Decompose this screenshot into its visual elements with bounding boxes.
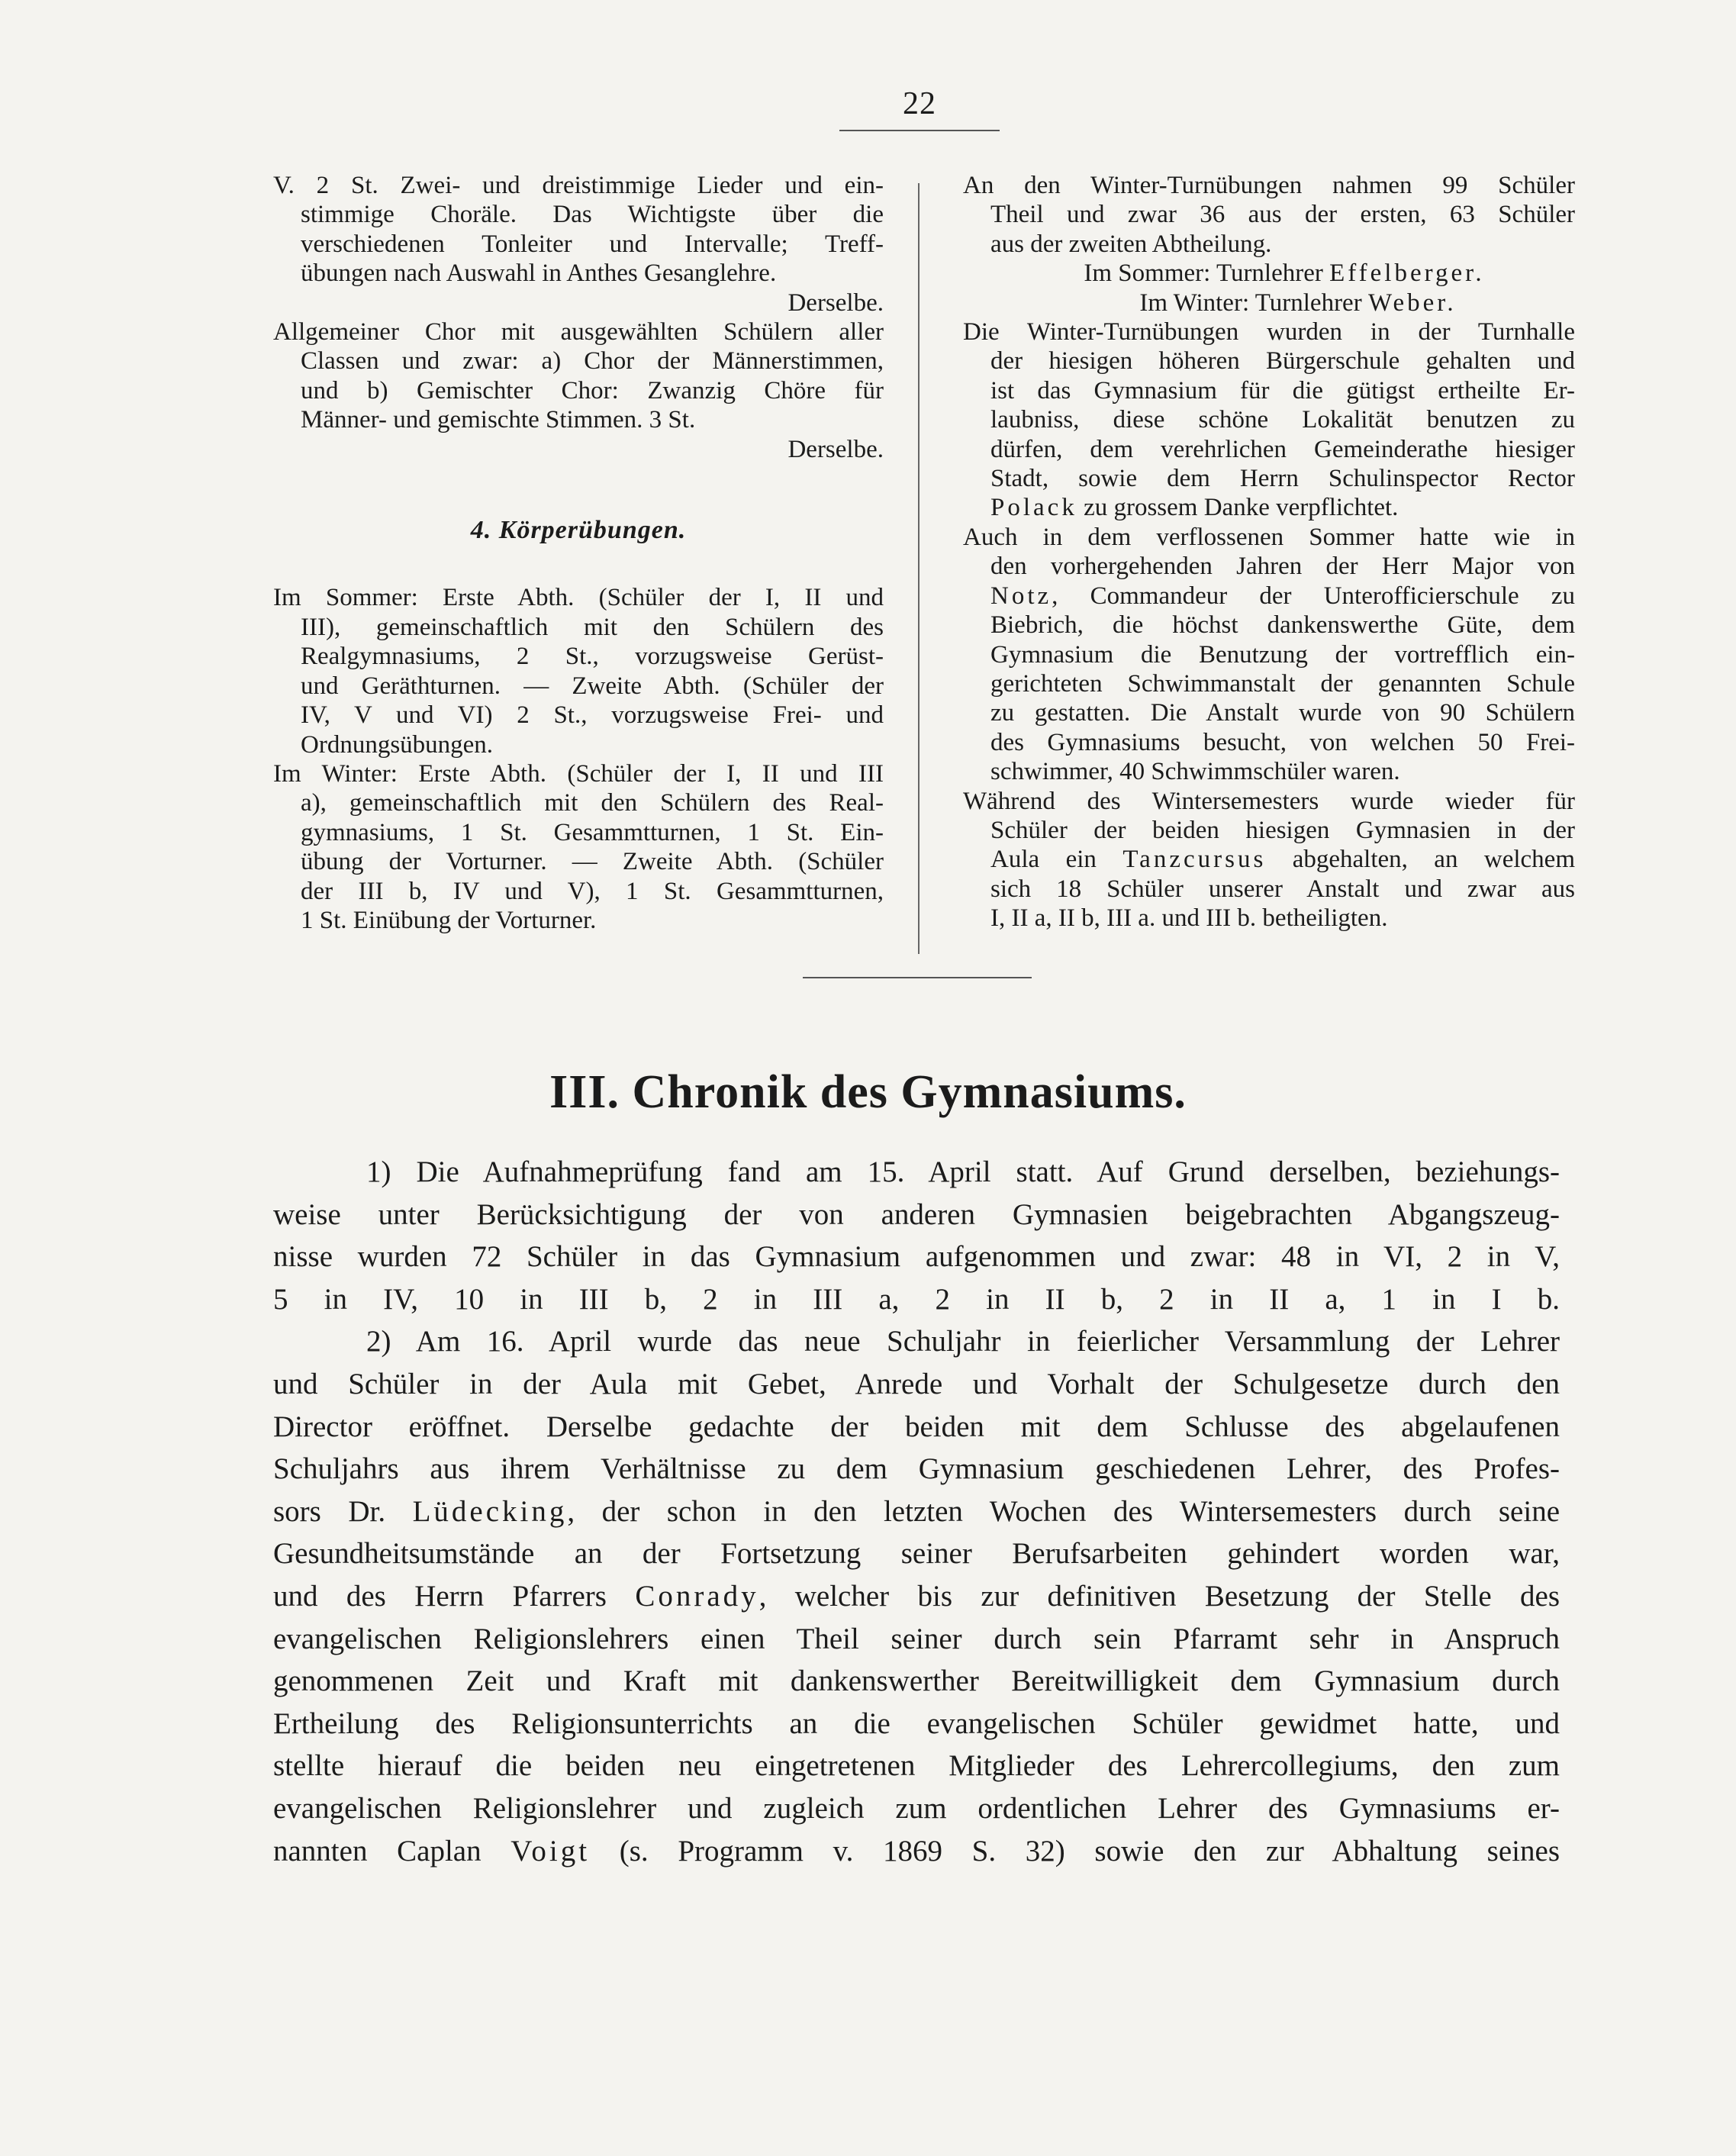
text-line bbox=[273, 1491, 1560, 1533]
text-line: nisse wurden 72 Schüler in das Gymnasium aufgenommen und zwar: 48 in VI, 2 in V, bbox=[273, 1240, 1560, 1274]
text-line: I, II a, II b, III a. und III b. betheiligten. bbox=[990, 904, 1388, 933]
choir-paragraph bbox=[273, 317, 884, 464]
text-line: a), gemeinschaftlich mit den Schülern des Real- bbox=[301, 789, 884, 817]
text-line: IV, V und VI) 2 St., vorzugsweise Frei- und bbox=[301, 701, 884, 730]
text-line: Gymnasium die Benutzung der vortrefflich ein- bbox=[990, 640, 1575, 669]
text-line: und b) Gemischter Chor: Zwanzig Chöre für bbox=[301, 376, 884, 404]
dance-course-paragraph bbox=[963, 787, 1575, 933]
text-line: laubniss, diese schöne Lokalität benutzen zu bbox=[990, 406, 1575, 434]
person-name: Lüdecking bbox=[412, 1494, 568, 1528]
text-line: Biebrich, die höchst dankenswerthe Güte, dem bbox=[990, 611, 1575, 640]
text-line: 1 St. Einübung der Vorturner. bbox=[301, 906, 597, 934]
text-fragment: (s. Programm v. 1869 S. 32) sowie den zur Abhaltung seines bbox=[590, 1834, 1560, 1868]
text-line: Gesundheitsumstände an der Fortsetzung seiner Berufsarbeiten gehindert worden war, bbox=[273, 1537, 1560, 1571]
chronicle-body bbox=[273, 1151, 1560, 1872]
text-line: Im Sommer: Erste Abth. (Schüler der I, II und bbox=[273, 584, 884, 612]
text-line: Schuljahrs aus ihrem Verhältnisse zu dem Gymnasium geschiedenen Lehrer, des Profes- bbox=[273, 1452, 1560, 1486]
text-line: Classen und zwar: a) Chor der Männerstimmen, bbox=[301, 347, 884, 375]
text-line: übung der Vorturner. — Zweite Abth. (Schüler bbox=[301, 848, 884, 876]
text-line: der hiesigen höheren Bürgerschule gehalten und bbox=[990, 347, 1575, 375]
text-fragment: abgehalten, an welchem bbox=[1266, 846, 1575, 874]
text-line: Männer- und gemischte Stimmen. 3 St. bbox=[301, 406, 696, 434]
text-fragment: Aula ein bbox=[990, 846, 1123, 874]
emphasized-term: Tanzcursus bbox=[1122, 846, 1267, 874]
text-line: genommenen Zeit und Kraft mit dankenswerther Bereitwilligkeit dem Gymnasium durch bbox=[273, 1665, 1560, 1698]
text-line: Die Winter-Turnübungen wurden in der Turnhalle bbox=[963, 318, 1575, 346]
label-text: Im Sommer: Turnlehrer bbox=[1084, 259, 1330, 288]
participants-paragraph bbox=[963, 171, 1575, 317]
text-fragment: , Commandeur der Unterofficierschule zu bbox=[1052, 582, 1575, 610]
text-line: sich 18 Schüler unserer Anstalt und zwar aus bbox=[990, 875, 1575, 903]
text-line: 5 in IV, 10 in III b, 2 in III a, 2 in II b, 2 in II a, 1 in I b. bbox=[273, 1282, 1560, 1316]
text-line: stimmige Choräle. Das Wichtigste über die bbox=[301, 201, 884, 229]
text-line: verschiedenen Tonleiter und Intervalle; Treff- bbox=[301, 230, 884, 258]
column-divider bbox=[918, 183, 920, 954]
text-line: weise unter Berücksichtigung der von anderen Gymnasien beigebrachten Abgangszeug- bbox=[273, 1197, 1560, 1231]
text-line: und Schüler in der Aula mit Gebet, Anrede und Vorhalt der Schulgesetze durch den bbox=[273, 1367, 1560, 1400]
teacher-name: Effelberger. bbox=[1329, 259, 1485, 288]
text-line: 2) Am 16. April wurde das neue Schuljahr in feierlicher Versammlung der Lehrer bbox=[366, 1325, 1560, 1358]
text-line: evangelischen Religionslehrer und zugleich zum ordentlichen Lehrer des Gymnasiums er- bbox=[273, 1791, 1560, 1825]
text-line: III), gemeinschaftlich mit den Schülern des bbox=[301, 613, 884, 641]
text-line bbox=[273, 1830, 1560, 1873]
text-fragment: sors Dr. bbox=[273, 1494, 413, 1528]
right-column bbox=[963, 171, 1575, 933]
text-line: Allgemeiner Chor mit ausgewählten Schülern aller bbox=[273, 318, 884, 346]
text-line: Theil und zwar 36 aus der ersten, 63 Schüler bbox=[990, 201, 1575, 229]
summer-paragraph bbox=[273, 583, 884, 759]
text-fragment: zu grossem Danke verpflichtet. bbox=[1077, 494, 1399, 522]
text-line: aus der zweiten Abtheilung. bbox=[990, 230, 1272, 258]
text-line: zu gestatten. Die Anstalt wurde von 90 Schülern bbox=[990, 699, 1575, 727]
text-line bbox=[963, 493, 1575, 522]
winter-paragraph bbox=[273, 759, 884, 935]
person-name: Notz bbox=[990, 582, 1052, 610]
text-line: gymnasiums, 1 St. Gesammtturnen, 1 St. Ein- bbox=[301, 818, 884, 846]
teacher-signature: Derselbe. bbox=[787, 288, 884, 317]
text-line: und Geräthturnen. — Zweite Abth. (Schüler der bbox=[301, 672, 884, 700]
text-line: Realgymnasiums, 2 St., vorzugsweise Gerüst- bbox=[301, 643, 884, 671]
text-line bbox=[963, 845, 1575, 874]
text-fragment: und des Herrn Pfarrers bbox=[273, 1579, 636, 1613]
text-line: den vorhergehenden Jahren der Herr Major von bbox=[990, 553, 1575, 581]
text-line: Stadt, sowie dem Herrn Schulinspector Rector bbox=[990, 465, 1575, 493]
text-line: Ordnungsübungen. bbox=[301, 730, 494, 759]
text-line: Schüler der beiden hiesigen Gymnasien in der bbox=[990, 816, 1575, 844]
label-text: Im Winter: Turnlehrer bbox=[1139, 288, 1368, 317]
text-line: An den Winter-Turnübungen nahmen 99 Schüler bbox=[963, 172, 1575, 199]
text-line: Während des Wintersemesters wurde wieder für bbox=[963, 787, 1575, 815]
text-line: stellte hierauf die beiden neu eingetretenen Mitglieder des Lehrercollegiums, den zum bbox=[273, 1749, 1560, 1783]
text-line bbox=[273, 1575, 1560, 1618]
text-line: Ertheilung des Religionsunterrichts an die evangelischen Schüler gewidmet hatte, und bbox=[273, 1706, 1560, 1740]
left-column bbox=[273, 171, 884, 935]
text-fragment: , der schon in den letzten Wochen des Wintersemesters durch seine bbox=[567, 1494, 1560, 1528]
swimming-paragraph bbox=[963, 523, 1575, 787]
chronicle-paragraph-1 bbox=[273, 1151, 1560, 1320]
person-name: Conrady bbox=[635, 1579, 759, 1613]
text-line bbox=[963, 582, 1575, 611]
teacher-signature: Derselbe. bbox=[787, 435, 884, 463]
text-line: ist das Gymnasium für die gütigst ertheilte Er- bbox=[990, 376, 1575, 404]
text-line: der III b, IV und V), 1 St. Gesammtturnen, bbox=[301, 877, 884, 905]
chronicle-paragraph-2 bbox=[273, 1320, 1560, 1872]
section-divider bbox=[803, 977, 1032, 978]
chapter-title: III. Chronik des Gymnasiums. bbox=[549, 1066, 1187, 1118]
text-line: Director eröffnet. Derselbe gedachte der beiden mit dem Schlusse des abgelaufenen bbox=[273, 1410, 1560, 1443]
text-line: Im Winter: Erste Abth. (Schüler der I, II und III bbox=[273, 759, 884, 788]
text-fragment: nannten Caplan bbox=[273, 1834, 511, 1868]
text-line: übungen nach Auswahl in Anthes Gesanglehre. bbox=[301, 259, 777, 288]
teacher-name: Weber. bbox=[1367, 288, 1457, 317]
text-line: gerichteten Schwimmanstalt der genannten Schule bbox=[990, 669, 1575, 698]
person-name: Voigt bbox=[510, 1834, 591, 1868]
text-line: 1) Die Aufnahmeprüfung fand am 15. April statt. Auf Grund derselben, beziehungs- bbox=[366, 1155, 1560, 1188]
gym-hall-paragraph bbox=[963, 317, 1575, 523]
page-number: 22 bbox=[839, 85, 1000, 131]
text-fragment: , welcher bis zur definitiven Besetzung der Stelle des bbox=[758, 1579, 1560, 1613]
text-line: des Gymnasiums besucht, von welchen 50 Frei- bbox=[990, 728, 1575, 756]
singing-paragraph bbox=[273, 171, 884, 317]
person-name: Polack bbox=[990, 494, 1077, 522]
text-line: evangelischen Religionslehrers einen Theil seiner durch sein Pfarramt sehr in Anspruch bbox=[273, 1622, 1560, 1655]
teacher-summer bbox=[963, 259, 1575, 288]
text-line: Auch in dem verflossenen Sommer hatte wie in bbox=[963, 523, 1575, 551]
text-line: dürfen, dem verehrlichen Gemeinderathe hiesiger bbox=[990, 435, 1575, 463]
text-line: V. 2 St. Zwei- und dreistimmige Lieder und ein- bbox=[273, 172, 884, 199]
section-heading: 4. Körperübungen. bbox=[470, 516, 687, 545]
text-line: schwimmer, 40 Schwimmschüler waren. bbox=[990, 758, 1400, 786]
teacher-winter bbox=[963, 288, 1575, 317]
